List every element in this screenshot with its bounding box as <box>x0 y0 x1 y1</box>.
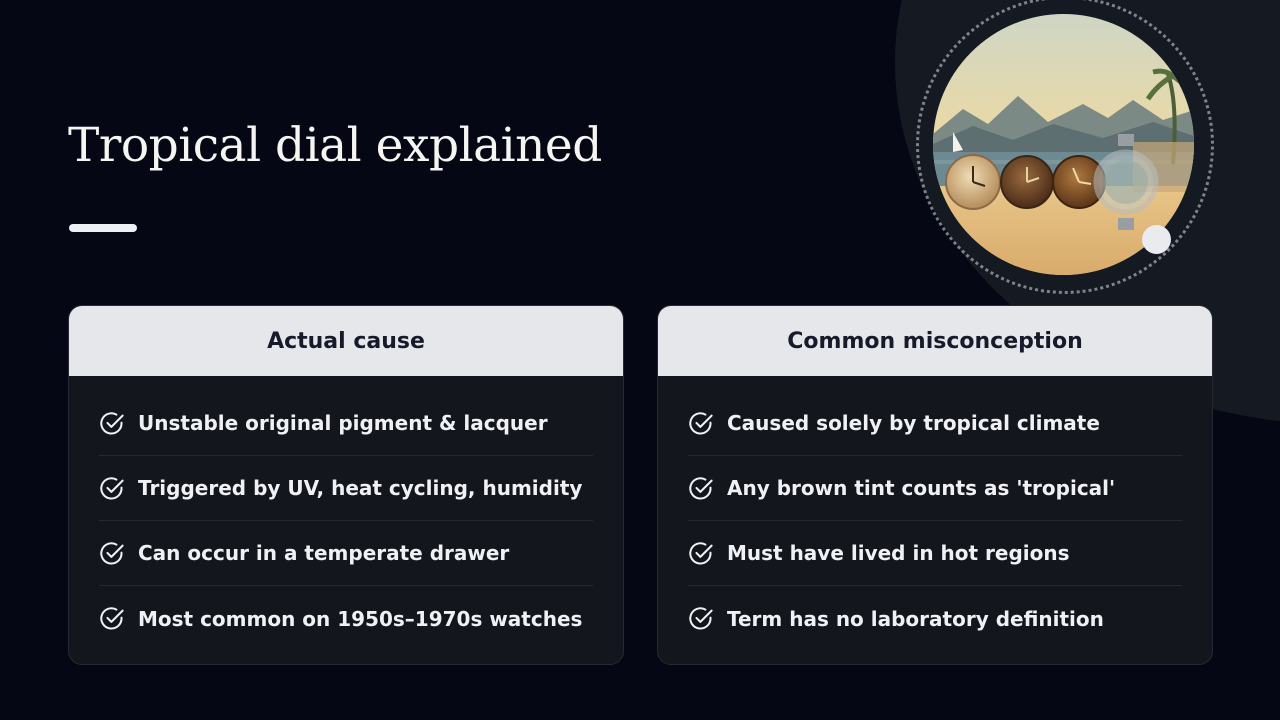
check-circle-icon <box>688 605 715 632</box>
check-circle-icon <box>688 540 715 567</box>
list-item-label: Can occur in a temperate drawer <box>138 541 510 565</box>
list-item-label: Triggered by UV, heat cycling, humidity <box>138 476 583 500</box>
list-item-label: Any brown tint counts as 'tropical' <box>727 476 1116 500</box>
list-item <box>688 391 1182 456</box>
check-circle-icon <box>688 410 715 437</box>
check-circle-icon <box>99 605 126 632</box>
actual-cause-heading: Actual cause <box>69 306 623 376</box>
list-item <box>688 521 1182 586</box>
list-item <box>99 456 593 521</box>
list-item-label: Caused solely by tropical climate <box>727 411 1100 435</box>
list-item <box>99 586 593 651</box>
list-item <box>99 391 593 456</box>
misconception-list <box>658 391 1212 651</box>
actual-cause-card <box>68 305 624 665</box>
check-circle-icon <box>99 540 126 567</box>
list-item-label: Term has no laboratory definition <box>727 606 1104 631</box>
check-circle-icon <box>688 475 715 502</box>
misconception-card <box>657 305 1213 665</box>
list-item-label: Most common on 1950s–1970s watches <box>138 606 583 631</box>
title-accent-bar <box>69 224 137 232</box>
misconception-heading: Common misconception <box>658 306 1212 376</box>
list-item-label: Unstable original pigment & lacquer <box>138 411 548 435</box>
check-circle-icon <box>99 410 126 437</box>
check-circle-icon <box>99 475 126 502</box>
list-item <box>99 521 593 586</box>
slide-title: Tropical dial explained <box>68 118 602 173</box>
list-item <box>688 586 1182 651</box>
list-item-label: Must have lived in hot regions <box>727 541 1070 565</box>
actual-cause-list <box>69 391 623 651</box>
carousel-dot[interactable] <box>1142 225 1171 254</box>
list-item <box>688 456 1182 521</box>
